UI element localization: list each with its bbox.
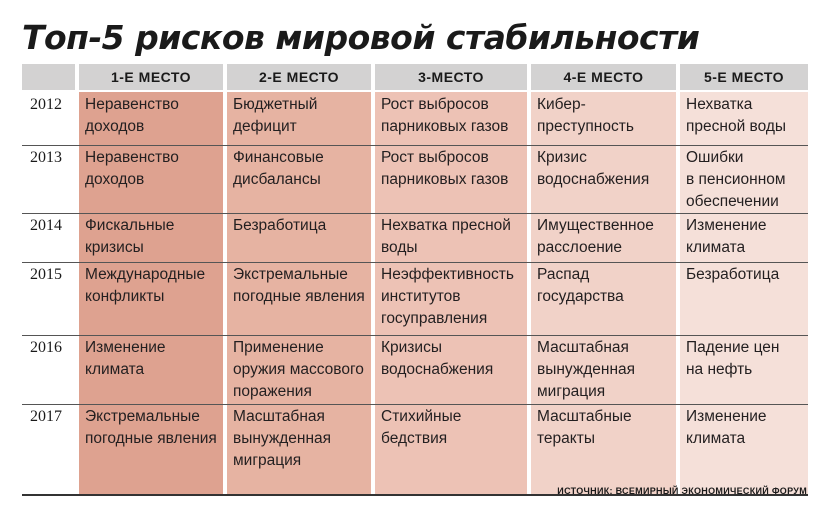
risk-cell-line: водоснабжения — [537, 171, 650, 188]
risk-cell-line: климата — [686, 239, 746, 256]
risk-cell — [686, 147, 786, 213]
risk-cell-line: водоснабжения — [381, 361, 494, 378]
risk-cell-line: институтов — [381, 288, 461, 305]
risk-cell — [85, 147, 179, 191]
risk-cell — [233, 264, 365, 308]
header-year-blank — [22, 64, 75, 90]
year-label: 2015 — [30, 266, 62, 283]
risk-cell-line: Масштабная — [537, 339, 629, 356]
risk-cell-line: оружия массового — [233, 361, 364, 378]
risk-cell-line: Безработица — [233, 217, 327, 234]
risk-cell-line: погодные явления — [85, 430, 217, 447]
risk-cell-line: Имущественное — [537, 217, 654, 234]
risk-cell — [537, 94, 634, 138]
risk-cell-line: Ошибки — [686, 149, 744, 166]
risk-cell — [233, 94, 317, 138]
risk-cell — [381, 337, 493, 381]
risk-cell — [233, 215, 326, 237]
row-divider — [22, 145, 808, 146]
year-label: 2017 — [30, 408, 62, 425]
risk-cell — [537, 264, 624, 308]
column-header-1: 1-Е МЕСТО — [79, 64, 223, 90]
risk-cell-line: Рост выбросов — [381, 149, 489, 166]
risk-cell-line: вынужденная — [233, 430, 332, 447]
risk-cell-line: Бюджетный — [233, 96, 318, 113]
risk-cell-line: кризисы — [85, 239, 144, 256]
risk-cell — [537, 147, 649, 191]
risk-cell-line: Падение цен — [686, 339, 780, 356]
column-header-2: 2-Е МЕСТО — [227, 64, 371, 90]
source-note: ИСТОЧНИК: ВСЕМИРНЫЙ ЭКОНОМИЧЕСКИЙ ФОРУМ — [557, 486, 807, 496]
column-header-5: 5-Е МЕСТО — [680, 64, 808, 90]
risk-cell-line: обеспечении — [686, 193, 779, 210]
risk-cell-line: Кризисы — [381, 339, 442, 356]
risk-cell-line: Кибер- — [537, 96, 586, 113]
risk-cell-line: расслоение — [537, 239, 623, 256]
risk-cell-line: парниковых газов — [381, 118, 509, 135]
risk-cell — [537, 406, 632, 450]
risk-cell — [537, 215, 654, 259]
risk-cell-line: Распад — [537, 266, 590, 283]
risk-cell — [381, 215, 511, 259]
risk-cell — [233, 147, 324, 191]
risk-cell-line: климата — [686, 430, 746, 447]
row-divider — [22, 335, 808, 336]
risk-cell — [233, 337, 364, 403]
risk-cell-line: Экстремальные — [85, 408, 200, 425]
risk-cell-line: Масштабная — [233, 408, 325, 425]
risk-cell — [85, 215, 174, 259]
risk-cell-line: дефицит — [233, 118, 297, 135]
risk-cell-line: Экстремальные — [233, 266, 348, 283]
year-label: 2016 — [30, 339, 62, 356]
risk-cell-line: преступность — [537, 118, 634, 135]
risk-cell — [85, 406, 217, 450]
risk-cell-line: на нефть — [686, 361, 753, 378]
risk-cell-line: Нехватка пресной — [381, 217, 511, 234]
risk-cell — [381, 94, 508, 138]
risk-cell-line: вынужденная — [537, 361, 636, 378]
column-header-3: 3-МЕСТО — [375, 64, 527, 90]
risk-cell — [85, 94, 179, 138]
risk-cell-line: Нехватка — [686, 96, 753, 113]
risk-cell-line: Масштабные — [537, 408, 632, 425]
risk-cell-line: государства — [537, 288, 624, 305]
risk-cell — [686, 215, 767, 259]
risk-cell-line: воды — [381, 239, 418, 256]
row-divider — [22, 213, 808, 214]
risk-cell-line: теракты — [537, 430, 595, 447]
risk-cell-line: Применение — [233, 339, 324, 356]
column-header-4: 4-Е МЕСТО — [531, 64, 676, 90]
risk-cell-line: госуправления — [381, 310, 488, 327]
risk-cell-line: пресной воды — [686, 118, 787, 135]
year-label: 2014 — [30, 217, 62, 234]
risk-cell — [85, 337, 166, 381]
risk-cell — [381, 264, 514, 330]
risk-cell-line: Рост выбросов — [381, 96, 489, 113]
risk-cell-line: Изменение — [85, 339, 166, 356]
risk-cell-line: Неэффективность — [381, 266, 514, 283]
risk-cell-line: миграция — [537, 383, 606, 400]
risk-cell-line: Финансовые — [233, 149, 324, 166]
risk-cell — [381, 406, 461, 450]
row-divider — [22, 262, 808, 263]
year-label: 2013 — [30, 149, 62, 166]
risk-cell — [85, 264, 205, 308]
risk-cell-line: поражения — [233, 383, 312, 400]
risk-cell — [686, 264, 779, 286]
risk-cell-line: Стихийные — [381, 408, 462, 425]
risk-cell-line: Международные — [85, 266, 206, 283]
risk-cell — [686, 406, 767, 450]
risk-cell-line: Неравенство — [85, 149, 179, 166]
risk-cell-line: бедствия — [381, 430, 448, 447]
risk-cell-line: Изменение — [686, 408, 767, 425]
risk-cell — [537, 337, 635, 403]
risk-cell-line: дисбалансы — [233, 171, 321, 188]
risk-cell-line: парниковых газов — [381, 171, 509, 188]
risk-cell-line: в пенсионном — [686, 171, 786, 188]
risk-cell — [233, 406, 331, 472]
risk-cell-line: Кризис — [537, 149, 587, 166]
risk-cell — [381, 147, 508, 191]
risk-cell-line: доходов — [85, 118, 145, 135]
risk-cell-line: климата — [85, 361, 145, 378]
risk-cell-line: погодные явления — [233, 288, 365, 305]
page-title: Топ-5 рисков мировой стабильности — [22, 18, 700, 57]
risk-cell-line: Безработица — [686, 266, 780, 283]
year-label: 2012 — [30, 96, 62, 113]
risk-cell — [686, 337, 779, 381]
risk-cell-line: доходов — [85, 171, 145, 188]
risk-cell-line: конфликты — [85, 288, 165, 305]
row-divider — [22, 404, 808, 405]
risk-cell-line: миграция — [233, 452, 302, 469]
risk-cell — [686, 94, 786, 138]
risk-cell-line: Фискальные — [85, 217, 175, 234]
risk-cell-line: Неравенство — [85, 96, 179, 113]
risk-cell-line: Изменение — [686, 217, 767, 234]
